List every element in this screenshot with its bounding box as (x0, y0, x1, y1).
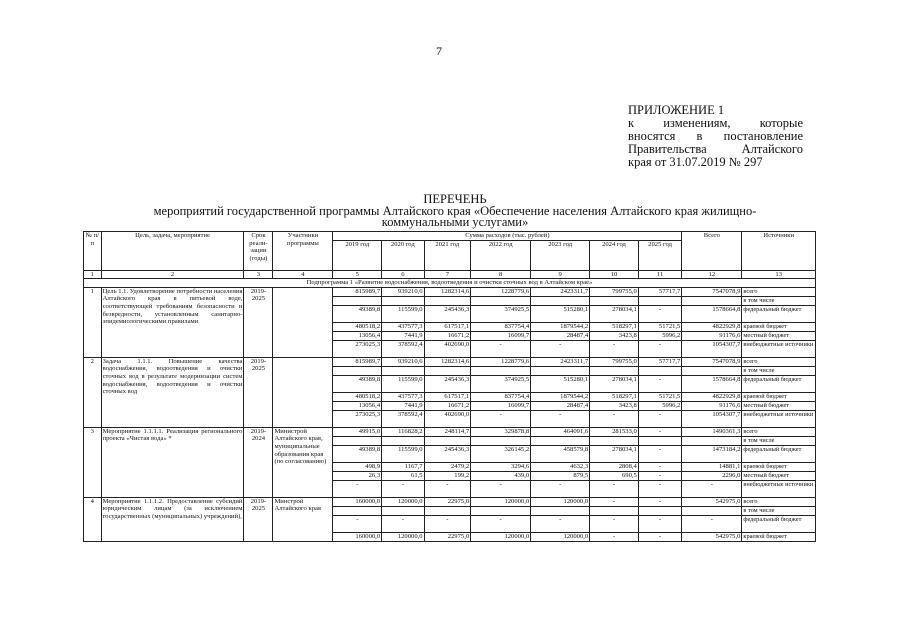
amount-cell: 28487,4 (531, 401, 590, 410)
amount-cell: 518297,1 (590, 322, 639, 331)
amount-cell (471, 366, 531, 375)
row-number: 2 (84, 357, 102, 427)
amount-cell (682, 366, 742, 375)
source-cell: всего (742, 427, 816, 436)
source-cell: всего (742, 357, 816, 366)
appendix-line: вносятся в постановление (628, 129, 803, 143)
amount-cell: 1282314,6 (424, 357, 471, 366)
appendix-line: к изменениям, которые (628, 116, 803, 130)
amount-cell: - (424, 480, 471, 497)
amount-cell (471, 296, 531, 305)
amount-cell (590, 436, 639, 445)
source-cell: местный бюджет (742, 331, 816, 340)
amount-cell: - (638, 375, 682, 392)
amount-cell: - (638, 480, 682, 497)
source-cell: всего (742, 287, 816, 296)
amount-cell: 13056,4 (333, 331, 382, 340)
source-cell: внебюджетные источники (742, 410, 816, 427)
amount-cell: 115599,0 (382, 375, 424, 392)
column-number-row (84, 270, 816, 279)
amount-cell: 437577,3 (382, 322, 424, 331)
amount-cell: 617517,1 (424, 322, 471, 331)
heading-subtitle-cont: коммунальными услугами» (381, 215, 529, 229)
amount-cell: 2423311,7 (531, 357, 590, 366)
amount-cell: 458579,8 (531, 445, 590, 462)
subprogram-title: Подпрограмма 1 «Развитие водоснабжения, водоотведения и очистки сточных вод в Алтайском крае» (84, 279, 816, 288)
amount-cell (382, 436, 424, 445)
amount-cell (682, 296, 742, 305)
amount-cell: 16671,2 (424, 401, 471, 410)
amount-cell: 378592,4 (382, 410, 424, 427)
appendix-block (628, 104, 803, 169)
row-number: 3 (84, 427, 102, 497)
source-cell: в том числе (742, 366, 816, 375)
source-cell: краевой бюджет (742, 462, 816, 471)
amount-cell: 1578664,8 (682, 305, 742, 322)
header-goal: Цель, задача, мероприятие (101, 232, 244, 271)
row-goal: Мероприятие 1.1.1.2. Предоставление субсидий юридическим лицам (за исключением государственных (муниципальных) учреждений), (101, 497, 244, 541)
column-number: 1 (84, 270, 102, 279)
row-goal: Цель 1.1. Удовлетворение потребности населения Алтайского края в питьевой воде, соответствующей требованиям безопасности и безвредности, установленным санитарно-эпидемиологическими правилами (101, 287, 244, 357)
amount-cell: - (382, 480, 424, 497)
amount-cell: 278034,1 (590, 305, 639, 322)
amount-cell: 326145,2 (471, 445, 531, 462)
heading-title: ПЕРЕЧЕНЬ (423, 192, 487, 206)
amount-cell: 115599,0 (382, 445, 424, 462)
amount-cell: - (590, 497, 639, 506)
amount-cell (531, 506, 590, 515)
header-year: 2022 год (471, 240, 531, 270)
amount-cell: 464091,6 (531, 427, 590, 436)
measures-table (83, 231, 816, 542)
header-year: 2023 год (531, 240, 590, 270)
amount-cell: - (682, 515, 742, 532)
row-term: 2019-2024 (244, 427, 273, 497)
amount-cell: - (471, 480, 531, 497)
amount-cell: 7547078,9 (682, 357, 742, 366)
amount-cell (590, 506, 639, 515)
amount-cell: 49389,8 (333, 375, 382, 392)
table-row (84, 357, 816, 366)
amount-cell: 480518,2 (333, 322, 382, 331)
amount-cell: - (638, 471, 682, 480)
amount-cell (682, 506, 742, 515)
row-participants (273, 287, 333, 357)
header-total: Всего (682, 232, 742, 271)
amount-cell: 498,9 (333, 462, 382, 471)
table-row (84, 427, 816, 436)
amount-cell (382, 296, 424, 305)
amount-cell: - (471, 410, 531, 427)
amount-cell: 515280,1 (531, 375, 590, 392)
amount-cell: 1879544,2 (531, 392, 590, 401)
source-cell: федеральный бюджет (742, 305, 816, 322)
amount-cell: 1228779,6 (471, 287, 531, 296)
amount-cell: 815989,7 (333, 287, 382, 296)
row-goal: Задача 1.1.1. Повышение качества водоснабжения, водоотведения и очистки сточных вод в результате модернизации систем водоснабжения, водоотведения и очистки сточных вод (101, 357, 244, 427)
amount-cell: - (471, 515, 531, 532)
amount-cell (333, 296, 382, 305)
amount-cell (638, 436, 682, 445)
amount-cell: - (638, 497, 682, 506)
amount-cell: 3294,6 (471, 462, 531, 471)
column-number: 11 (638, 270, 682, 279)
amount-cell: 329878,8 (471, 427, 531, 436)
amount-cell: - (638, 462, 682, 471)
amount-cell: 1578664,8 (682, 375, 742, 392)
amount-cell: 690,5 (590, 471, 639, 480)
header-year: 2024 год (590, 240, 639, 270)
amount-cell: 91176,6 (682, 401, 742, 410)
amount-cell: 617517,1 (424, 392, 471, 401)
amount-cell: - (424, 515, 471, 532)
source-cell: внебюджетные источники (742, 480, 816, 497)
column-number: 9 (531, 270, 590, 279)
amount-cell: 3423,8 (590, 401, 639, 410)
amount-cell: 2479,2 (424, 462, 471, 471)
row-participants: Министрой Алтайского края, муниципальные образования края (по согласованию) (273, 427, 333, 497)
amount-cell (531, 366, 590, 375)
amount-cell: 120000,0 (382, 497, 424, 506)
column-number: 5 (333, 270, 382, 279)
amount-cell: - (382, 515, 424, 532)
table-header-row (84, 232, 816, 241)
amount-cell: 2808,4 (590, 462, 639, 471)
amount-cell: 5996,2 (638, 331, 682, 340)
amount-cell: - (590, 515, 639, 532)
amount-cell: - (638, 515, 682, 532)
amount-cell: - (531, 480, 590, 497)
source-cell: в том числе (742, 296, 816, 305)
source-cell: краевой бюджет (742, 322, 816, 331)
amount-cell: - (531, 410, 590, 427)
amount-cell: 16671,2 (424, 331, 471, 340)
amount-cell: 278034,1 (590, 375, 639, 392)
amount-cell: 248114,7 (424, 427, 471, 436)
amount-cell: 402690,0 (424, 410, 471, 427)
amount-cell: 1282314,6 (424, 287, 471, 296)
amount-cell: 120000,0 (382, 532, 424, 541)
amount-cell: 542975,0 (682, 497, 742, 506)
source-cell: в том числе (742, 436, 816, 445)
amount-cell: 120000,0 (531, 532, 590, 541)
amount-cell (382, 366, 424, 375)
amount-cell: - (590, 410, 639, 427)
amount-cell: 4632,3 (531, 462, 590, 471)
amount-cell: 7441,9 (382, 331, 424, 340)
amount-cell: 245436,3 (424, 305, 471, 322)
amount-cell (638, 366, 682, 375)
header-term: Срок реали-зации (годы) (244, 232, 273, 271)
amount-cell (382, 506, 424, 515)
amount-cell: 4822929,8 (682, 392, 742, 401)
source-cell: всего (742, 497, 816, 506)
amount-cell (424, 366, 471, 375)
amount-cell: 1228779,6 (471, 357, 531, 366)
column-number: 3 (244, 270, 273, 279)
amount-cell (424, 506, 471, 515)
row-number: 4 (84, 497, 102, 541)
header-participants: Участники программы (273, 232, 333, 271)
amount-cell: 57717,7 (638, 287, 682, 296)
amount-cell: - (638, 445, 682, 462)
amount-cell: - (333, 515, 382, 532)
amount-cell: 1473184,2 (682, 445, 742, 462)
amount-cell: - (638, 532, 682, 541)
amount-cell: 518297,1 (590, 392, 639, 401)
amount-cell: 91176,6 (682, 331, 742, 340)
amount-cell: 374925,5 (471, 305, 531, 322)
row-participants: Минстрой Алтайского края (273, 497, 333, 541)
amount-cell: 1490361,3 (682, 427, 742, 436)
amount-cell: 4822929,8 (682, 322, 742, 331)
amount-cell: 49389,8 (333, 445, 382, 462)
amount-cell: 116828,2 (382, 427, 424, 436)
amount-cell: 480518,2 (333, 392, 382, 401)
amount-cell: 815989,7 (333, 357, 382, 366)
amount-cell: 49389,8 (333, 305, 382, 322)
amount-cell: 437577,3 (382, 392, 424, 401)
header-sources: Источники (742, 232, 816, 271)
header-num: № п/п (84, 232, 102, 271)
amount-cell: - (638, 427, 682, 436)
amount-cell: - (590, 340, 639, 357)
amount-cell (333, 366, 382, 375)
amount-cell (682, 436, 742, 445)
source-cell: внебюджетные источники (742, 340, 816, 357)
amount-cell (333, 506, 382, 515)
amount-cell: 542975,0 (682, 532, 742, 541)
amount-cell: 245436,3 (424, 445, 471, 462)
amount-cell: - (638, 305, 682, 322)
amount-cell: 374925,5 (471, 375, 531, 392)
amount-cell (333, 436, 382, 445)
amount-cell: 1054307,7 (682, 340, 742, 357)
amount-cell: 13056,4 (333, 401, 382, 410)
column-number: 8 (471, 270, 531, 279)
amount-cell: 378592,4 (382, 340, 424, 357)
amount-cell (471, 436, 531, 445)
amount-cell: 49915,0 (333, 427, 382, 436)
amount-cell: 879,5 (531, 471, 590, 480)
column-number: 6 (382, 270, 424, 279)
row-participants (273, 357, 333, 427)
amount-cell: 28487,4 (531, 331, 590, 340)
amount-cell: 515280,1 (531, 305, 590, 322)
column-number: 7 (424, 270, 471, 279)
amount-cell: 939210,6 (382, 287, 424, 296)
amount-cell: 199,2 (424, 471, 471, 480)
amount-cell: 273025,3 (333, 410, 382, 427)
row-goal: Мероприятие 1.1.1.1. Реализация регионального проекта «Чистая вода» * (101, 427, 244, 497)
amount-cell (531, 436, 590, 445)
source-cell: в том числе (742, 506, 816, 515)
amount-cell: 439,0 (471, 471, 531, 480)
amount-cell: 3423,8 (590, 331, 639, 340)
amount-cell: 16099,7 (471, 401, 531, 410)
row-term: 2019-2025 (244, 287, 273, 357)
column-number: 4 (273, 270, 333, 279)
document-heading (60, 194, 850, 229)
source-cell: местный бюджет (742, 471, 816, 480)
amount-cell: 837754,4 (471, 392, 531, 401)
header-year: 2020 год (382, 240, 424, 270)
amount-cell: - (590, 532, 639, 541)
header-year: 2019 год (333, 240, 382, 270)
table-row (84, 497, 816, 506)
heading-subtitle: мероприятий государственной программы Алтайского края «Обеспечение населения Алтайского края жилищно- (153, 203, 757, 218)
appendix-line: края от 31.07.2019 № 297 (628, 155, 763, 169)
amount-cell (424, 296, 471, 305)
amount-cell: 1167,7 (382, 462, 424, 471)
amount-cell: 7547078,9 (682, 287, 742, 296)
source-cell: федеральный бюджет (742, 515, 816, 532)
amount-cell: 61,5 (382, 471, 424, 480)
amount-cell: 51721,5 (638, 322, 682, 331)
column-number: 10 (590, 270, 639, 279)
source-cell: краевой бюджет (742, 392, 816, 401)
header-sum: Сумма расходов (тыс. рублей) (333, 232, 682, 241)
header-year: 2021 год (424, 240, 471, 270)
amount-cell: 939210,6 (382, 357, 424, 366)
amount-cell: 22975,0 (424, 532, 471, 541)
amount-cell: - (638, 340, 682, 357)
amount-cell: 16099,7 (471, 331, 531, 340)
amount-cell: 281533,0 (590, 427, 639, 436)
amount-cell: 7441,9 (382, 401, 424, 410)
amount-cell: - (333, 480, 382, 497)
amount-cell: 22975,0 (424, 497, 471, 506)
amount-cell: 1879544,2 (531, 322, 590, 331)
row-term: 2019-2025 (244, 497, 273, 541)
row-number: 1 (84, 287, 102, 357)
amount-cell (531, 296, 590, 305)
amount-cell: 799755,0 (590, 357, 639, 366)
amount-cell: 402690,0 (424, 340, 471, 357)
amount-cell (638, 296, 682, 305)
subprogram-row (84, 279, 816, 288)
column-number: 2 (101, 270, 244, 279)
amount-cell: - (531, 515, 590, 532)
amount-cell: 160000,0 (333, 532, 382, 541)
header-year: 2025 год (638, 240, 682, 270)
source-cell: федеральный бюджет (742, 445, 816, 462)
amount-cell: 120000,0 (471, 532, 531, 541)
amount-cell: 57717,7 (638, 357, 682, 366)
amount-cell (471, 506, 531, 515)
amount-cell: 273025,3 (333, 340, 382, 357)
amount-cell (424, 436, 471, 445)
amount-cell: - (531, 340, 590, 357)
row-term: 2019-2025 (244, 357, 273, 427)
column-number: 12 (682, 270, 742, 279)
amount-cell: 51721,5 (638, 392, 682, 401)
amount-cell: 120000,0 (531, 497, 590, 506)
appendix-line: Правительства Алтайского (628, 142, 803, 156)
amount-cell: 1054307,7 (682, 410, 742, 427)
amount-cell: - (590, 480, 639, 497)
appendix-title: ПРИЛОЖЕНИЕ 1 (628, 103, 725, 117)
amount-cell: 837754,4 (471, 322, 531, 331)
amount-cell: 2296,0 (682, 471, 742, 480)
page-number: 7 (436, 44, 442, 58)
amount-cell: 14881,1 (682, 462, 742, 471)
amount-cell: - (638, 410, 682, 427)
source-cell: краевой бюджет (742, 532, 816, 541)
amount-cell: 245436,3 (424, 375, 471, 392)
amount-cell (590, 366, 639, 375)
source-cell: федеральный бюджет (742, 375, 816, 392)
column-number: 13 (742, 270, 816, 279)
amount-cell (638, 506, 682, 515)
amount-cell: 5996,2 (638, 401, 682, 410)
amount-cell: 26,3 (333, 471, 382, 480)
amount-cell: 115599,0 (382, 305, 424, 322)
source-cell: местный бюджет (742, 401, 816, 410)
amount-cell (590, 296, 639, 305)
amount-cell: 120000,0 (471, 497, 531, 506)
amount-cell: - (682, 480, 742, 497)
amount-cell: 278034,1 (590, 445, 639, 462)
amount-cell: 2423311,7 (531, 287, 590, 296)
amount-cell: 799755,0 (590, 287, 639, 296)
amount-cell: - (471, 340, 531, 357)
table-row (84, 287, 816, 296)
amount-cell: 160000,0 (333, 497, 382, 506)
